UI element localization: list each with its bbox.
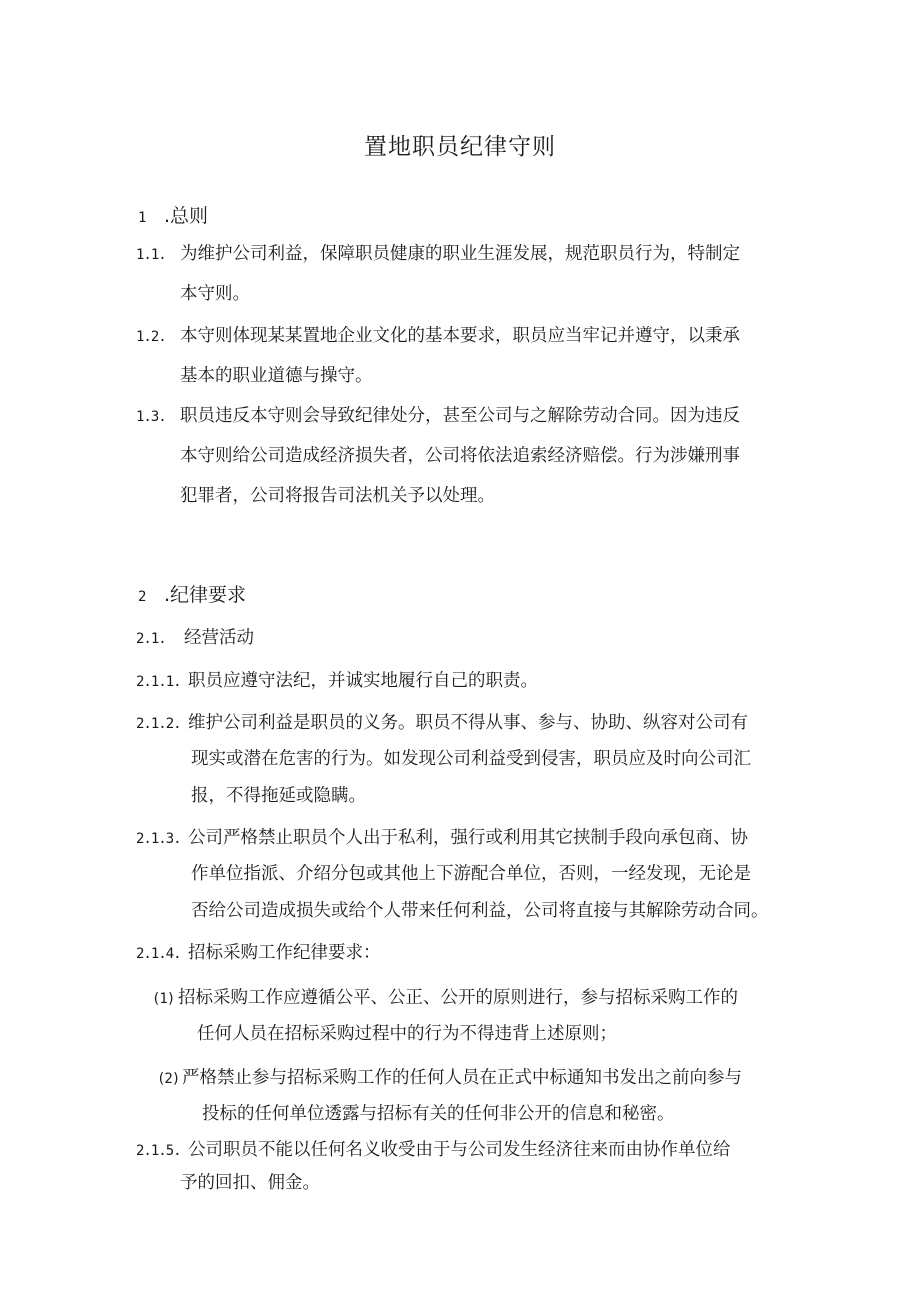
document-title: 置地职员纪律守则: [364, 134, 556, 160]
clause-number: 2.1.: [136, 631, 166, 647]
clause-1-1-line-2: 本守则。: [180, 284, 250, 304]
clause-number: 1.3.: [136, 409, 166, 425]
clause-2-1-4: [136, 941, 381, 966]
clause-text: 公司职员不能以任何名义收受由于与公司发生经济往来而由协作单位给: [188, 1140, 731, 1160]
sub-item-number: (1): [152, 991, 175, 1007]
section-heading-1: [138, 201, 208, 228]
clause-text: 为维护公司利益，保障职员健康的职业生涯发展，规范职员行为，特制定: [180, 244, 740, 264]
clause-2-1-3-line-2: 作单位指派、介绍分包或其他上下游配合单位，否则，一经发现，无论是: [191, 864, 751, 884]
sub-item-text: 严格禁止参与招标采购工作的任何人员在正式中标通知书发出之前向参与: [182, 1068, 742, 1088]
clause-2-1-3-line-1: [136, 826, 748, 851]
clause-number: 2.1.1.: [136, 674, 181, 690]
clause-text: 维护公司利益是职员的义务。职员不得从事、参与、协助、纵容对公司有: [188, 713, 748, 733]
section-title: .总则: [164, 205, 209, 227]
clause-text: 职员违反本守则会导致纪律处分，甚至公司与之解除劳动合同。因为违反: [180, 406, 740, 426]
clause-1-1-line-1: [136, 242, 740, 267]
clause-2-1-3-line-3: 否给公司造成损失或给个人带来任何利益，公司将直接与其解除劳动合同。: [191, 901, 769, 921]
clause-2-1-2-line-1: [136, 711, 748, 736]
clause-number: 2.1.5.: [136, 1143, 181, 1159]
section-number: 2: [138, 589, 146, 605]
clause-text: 职员应遵守法纪，并诚实地履行自己的职责。: [188, 671, 538, 691]
clause-text: 公司严格禁止职员个人出于私利，强行或利用其它挟制手段向承包商、协: [188, 828, 748, 848]
clause-2-1: [136, 626, 254, 651]
clause-2-1-5-line-1: [136, 1138, 731, 1163]
section-number: 1: [138, 210, 146, 226]
clause-text: 本守则体现某某置地企业文化的基本要求，职员应当牢记并遵守，以秉承: [180, 326, 740, 346]
clause-text: 招标采购工作纪律要求：: [188, 943, 381, 963]
clause-number: 2.1.3.: [136, 831, 181, 847]
clause-number: 1.1.: [136, 247, 166, 263]
clause-number: 2.1.2.: [136, 716, 181, 732]
clause-2-1-5-line-2: 予的回扣、佣金。: [180, 1173, 320, 1193]
sub-item-2-line-1: [157, 1066, 742, 1091]
clause-1-3-line-3: 犯罪者，公司将报告司法机关予以处理。: [180, 486, 495, 506]
clause-1-3-line-1: [136, 404, 740, 429]
clause-1-3-line-2: 本守则给公司造成经济损失者，公司将依法追索经济赔偿。行为涉嫌刑事: [180, 446, 740, 466]
clause-2-1-2-line-3: 报，不得拖延或隐瞒。: [191, 786, 366, 806]
clause-2-1-2-line-2: 现实或潜在危害的行为。如发现公司利益受到侵害，职员应及时向公司汇: [191, 749, 751, 769]
sub-item-text: 招标采购工作应遵循公平、公正、公开的原则进行，参与招标采购工作的: [178, 988, 738, 1008]
clause-number: 2.1.4.: [136, 946, 181, 962]
clause-1-2-line-1: [136, 324, 740, 349]
clause-2-1-1: [136, 669, 538, 694]
sub-item-2-line-2: 投标的任何单位透露与招标有关的任何非公开的信息和秘密。: [202, 1104, 675, 1124]
sub-item-number: (2): [157, 1071, 180, 1087]
clause-number: 1.2.: [136, 329, 166, 345]
section-title: .纪律要求: [164, 584, 247, 606]
sub-item-1-line-1: [152, 986, 738, 1011]
clause-text: 经营活动: [184, 628, 254, 648]
sub-item-1-line-2: 任何人员在招标采购过程中的行为不得违背上述原则；: [197, 1024, 617, 1044]
clause-1-2-line-2: 基本的职业道德与操守。: [180, 366, 373, 386]
section-heading-2: [138, 580, 246, 607]
